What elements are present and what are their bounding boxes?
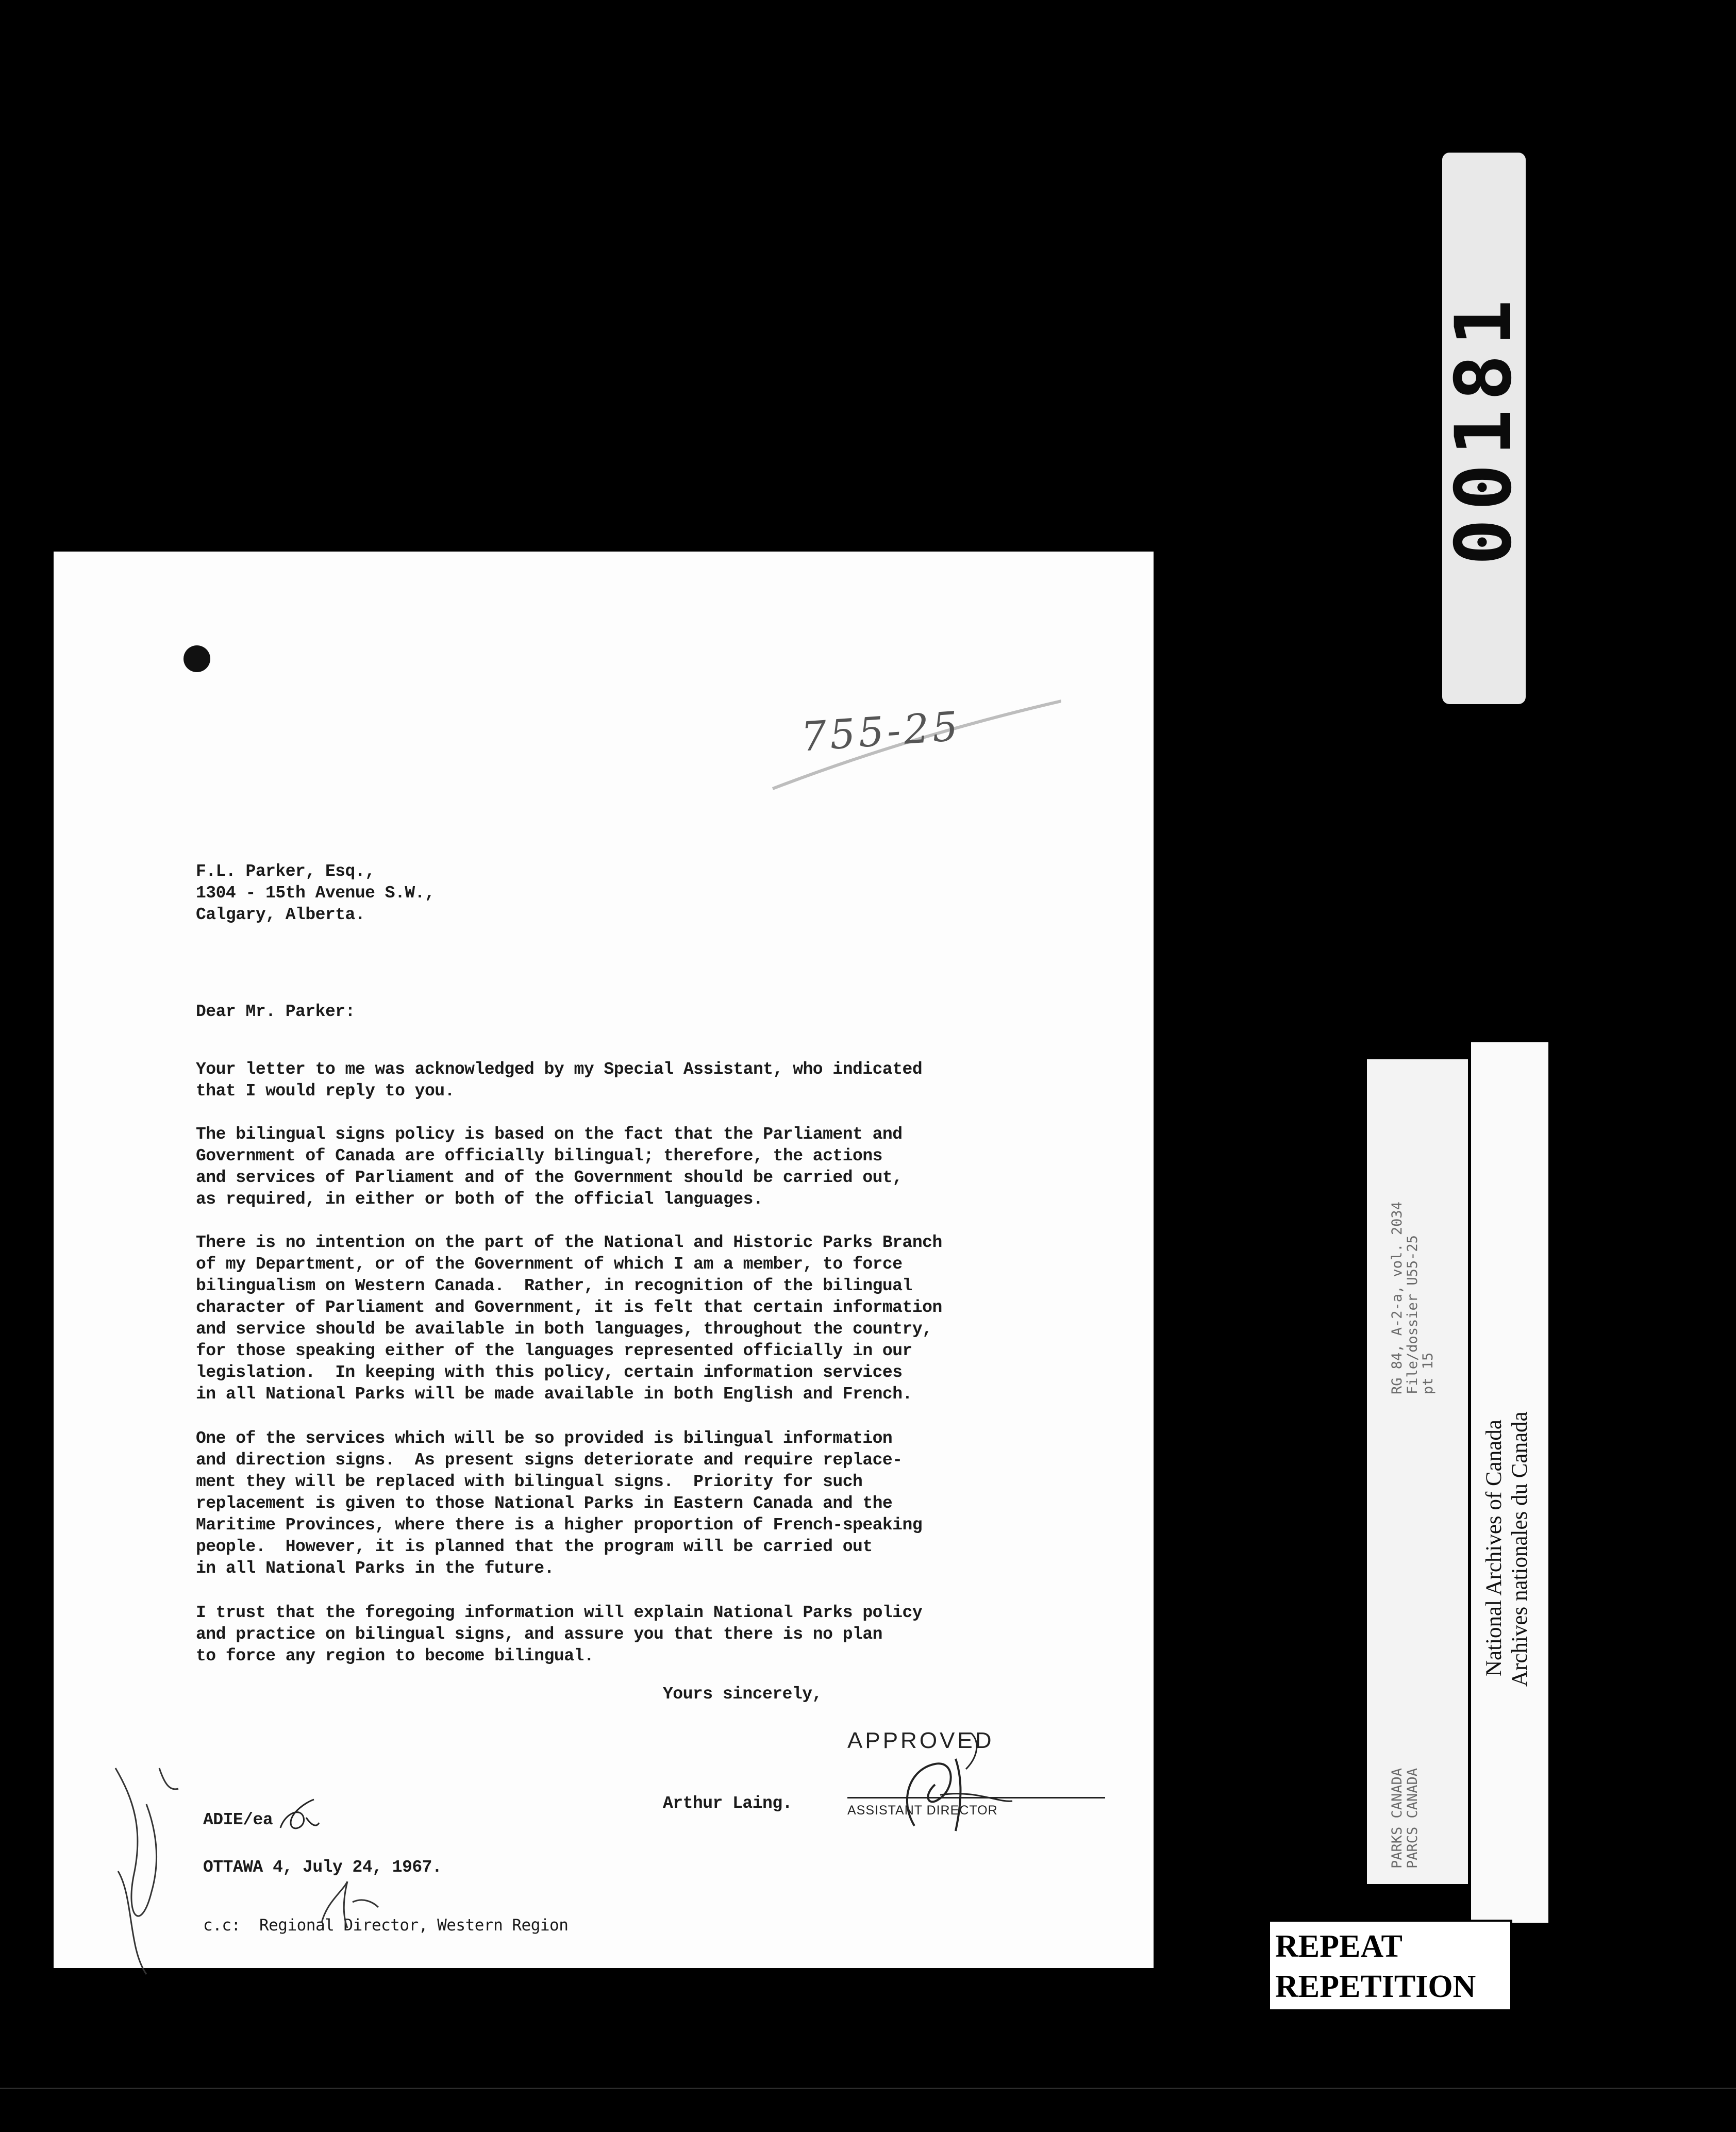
paragraph-4-line: and direction signs. As present signs deteriorate and require replace- bbox=[196, 1451, 903, 1470]
closing: Yours sincerely, bbox=[663, 1685, 822, 1704]
agency-line: PARKS CANADA bbox=[1389, 1768, 1405, 1869]
reference-line: File/dossier U55-25 bbox=[1405, 1235, 1421, 1394]
paragraph-3-line: There is no intention on the part of the National and Historic Parks Branch bbox=[196, 1233, 942, 1252]
paragraph-3-line: for those speaking either of the languages represented officially in our bbox=[196, 1341, 912, 1360]
reference-line: pt 15 bbox=[1420, 1352, 1436, 1394]
paragraph-4-line: replacement is given to those National Parks in Eastern Canada and the bbox=[196, 1494, 893, 1513]
national-archives-card bbox=[1471, 1042, 1548, 1923]
paragraph-3-line: in all National Parks will be made available in both English and French. bbox=[196, 1385, 912, 1404]
handwritten-margin-initials bbox=[105, 1763, 182, 1979]
director-initials-signature bbox=[878, 1728, 1043, 1841]
handwritten-file-number bbox=[752, 680, 1061, 804]
reference-line: RG 84, A-2-a, vol. 2034 bbox=[1389, 1202, 1405, 1394]
paragraph-4-line: ment they will be replaced with bilingual signs. Priority for such bbox=[196, 1472, 863, 1491]
repeat-text: REPEAT bbox=[1275, 1929, 1403, 1964]
paragraph-4-line: people. However, it is planned that the program will be carried out bbox=[196, 1537, 873, 1556]
salutation: Dear Mr. Parker: bbox=[196, 1002, 355, 1021]
handwritten-cc-initials bbox=[311, 1871, 383, 1933]
archive-name-english: National Archives of Canada bbox=[1482, 1420, 1506, 1676]
paragraph-2-line: The bilingual signs policy is based on the fact that the Parliament and bbox=[196, 1125, 903, 1144]
handwritten-initials-ea bbox=[275, 1797, 322, 1838]
paragraph-5-line: I trust that the foregoing information will explain National Parks policy bbox=[196, 1603, 923, 1622]
carbon-copy: c.c: Regional Director, Western Region bbox=[203, 1916, 569, 1935]
addressee-line-1: F.L. Parker, Esq., bbox=[196, 862, 375, 881]
addressee-line-3: Calgary, Alberta. bbox=[196, 905, 365, 924]
paragraph-4-line: One of the services which will be so provided is bilingual information bbox=[196, 1429, 893, 1448]
file-number-text: 755-25 bbox=[799, 703, 963, 761]
repeat-repetition-label bbox=[1268, 1920, 1512, 2011]
paragraph-1-line: that I would reply to you. bbox=[196, 1081, 455, 1101]
film-frame-label bbox=[1439, 153, 1529, 704]
reference-initials: ADIE/ea bbox=[203, 1810, 273, 1829]
place-and-date: OTTAWA 4, July 24, 1967. bbox=[203, 1858, 442, 1877]
assistant-director-label: ASSISTANT DIRECTOR bbox=[847, 1803, 998, 1818]
paragraph-4-line: in all National Parks in the future. bbox=[196, 1559, 554, 1578]
paragraph-4-line: Maritime Provinces, where there is a higher proportion of French-speaking bbox=[196, 1515, 923, 1535]
letter-page bbox=[54, 552, 1154, 1968]
paragraph-3-line: character of Parliament and Government, it is felt that certain information bbox=[196, 1298, 942, 1317]
archive-reference-card bbox=[1367, 1059, 1468, 1884]
punch-hole bbox=[182, 644, 213, 675]
agency-line: PARCS CANADA bbox=[1405, 1768, 1421, 1869]
paragraph-5-line: to force any region to become bilingual. bbox=[196, 1646, 594, 1665]
paragraph-5-line: and practice on bilingual signs, and assure you that there is no plan bbox=[196, 1625, 882, 1644]
paragraph-3-line: bilingualism on Western Canada. Rather, in recognition of the bilingual bbox=[196, 1276, 912, 1295]
paragraph-2-line: and services of Parliament and of the Government should be carried out, bbox=[196, 1168, 903, 1187]
signatory-name: Arthur Laing. bbox=[663, 1794, 792, 1813]
archive-name-french: Archives nationales du Canada bbox=[1508, 1411, 1532, 1687]
paragraph-2-line: as required, in either or both of the official languages. bbox=[196, 1190, 763, 1209]
repetition-text: REPETITION bbox=[1275, 1969, 1476, 2004]
paragraph-3-line: legislation. In keeping with this policy, certain information services bbox=[196, 1363, 903, 1382]
approved-label: APPROVED bbox=[847, 1728, 994, 1753]
film-edge-line bbox=[0, 2088, 1736, 2089]
paragraph-3-line: and service should be available in both languages, throughout the country, bbox=[196, 1320, 932, 1339]
addressee-line-2: 1304 - 15th Avenue S.W., bbox=[196, 884, 435, 903]
approved-stamp bbox=[847, 1728, 1157, 1841]
paragraph-1-line: Your letter to me was acknowledged by my Special Assistant, who indicated bbox=[196, 1060, 923, 1079]
paragraph-3-line: of my Department, or of the Government of which I am a member, to force bbox=[196, 1255, 903, 1274]
paragraph-2-line: Government of Canada are officially bilingual; therefore, the actions bbox=[196, 1146, 882, 1165]
frame-number: 00181 bbox=[1439, 291, 1529, 565]
